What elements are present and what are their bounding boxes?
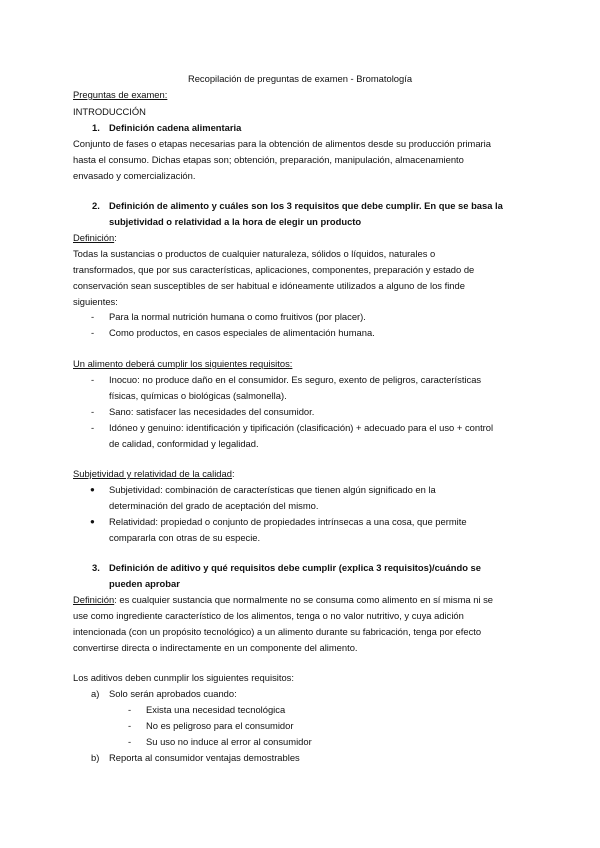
q1-body-line: Conjunto de fases o etapas necesarias para la obtención de alimentos desde su producción primaria (73, 138, 491, 149)
requirement-item: Sano: satisfacer las necesidades del consumidor. (109, 406, 315, 417)
dash-marker: - (128, 720, 132, 731)
requirement-item: Inocuo: no produce daño en el consumidor. Es seguro, exento de peligros, características (109, 374, 482, 385)
q3-def-line (73, 592, 493, 608)
sub-item: No es peligroso para el consumidor (146, 720, 294, 731)
q3-number: 3. (92, 562, 100, 573)
dash-marker: - (91, 422, 95, 433)
q2-def-line: transformados, que por sus características, aplicaciones, componentes, preparación y estado de (73, 264, 475, 275)
q2-def-line: siguientes: (73, 296, 118, 307)
q1-body-line: envasado y comercialización. (73, 170, 196, 181)
definition-word: Definición (73, 594, 115, 605)
q2-def-line: conservación sean susceptibles de ser habitual e idóneamente utilizados a alguno de los finde (73, 280, 465, 291)
subjectivity-item-cont: determinación del grado de aceptación del mismo. (109, 500, 319, 511)
subjectivity-words: Subjetividad y relatividad de la calidad (73, 468, 232, 479)
subjectivity-colon: : (231, 468, 235, 479)
sub-item: Su uso no induce al error al consumidor (146, 736, 312, 747)
q3-def-first-line: : es cualquier sustancia que normalmente no se consuma como alimento en sí misma ni se (114, 594, 494, 605)
definition-word: Definición (73, 232, 115, 243)
q3-def-line: intencionada (con un propósito tecnológico) a un alimento durante su fabricación, tenga por efecto (73, 626, 482, 637)
use-item: Como productos, en casos especiales de alimentación humana. (109, 327, 375, 338)
q3-title-line: pueden aprobar (109, 578, 180, 589)
list-letter-b: b) (91, 752, 100, 763)
dash-marker: - (128, 736, 132, 747)
section-heading: INTRODUCCIÓN (73, 106, 146, 117)
subjectivity-item-cont: compararla con otras de su especie. (109, 532, 261, 543)
subjectivity-label (73, 466, 235, 482)
list-letter-a: a) (91, 688, 100, 699)
q3-title-line: Definición de aditivo y qué requisitos debe cumplir (explica 3 requisitos)/cuándo se (109, 562, 481, 573)
list-item-a: Solo serán aprobados cuando: (109, 688, 237, 699)
q2-definition-label (73, 230, 117, 246)
q1-title: Definición cadena alimentaria (109, 122, 242, 133)
requirements-label: Un alimento deberá cumplir los siguientes requisitos: (73, 358, 293, 369)
q1-body-line: hasta el consumo. Dichas etapas son; obtención, preparación, manipulación, almacenamiento (73, 154, 464, 165)
q2-title-line: subjetividad o relatividad a la hora de elegir un producto (109, 216, 362, 227)
subjectivity-item: Relatividad: propiedad o conjunto de propiedades intrínsecas a una cosa, que permite (109, 516, 467, 527)
exam-heading: Preguntas de examen: (73, 89, 168, 100)
bullet-marker: ● (90, 517, 95, 526)
dash-marker: - (128, 704, 132, 715)
requirement-item-cont: de calidad, conformidad y legalidad. (109, 438, 259, 449)
dash-marker: - (91, 406, 95, 417)
list-item-b: Reporta al consumidor ventajas demostrables (109, 752, 300, 763)
requirement-item: Idóneo y genuino: identificación y tipificación (clasificación) + adecuado para el uso + control (109, 422, 494, 433)
bullet-marker: ● (90, 485, 95, 494)
q3-def-line: use como ingrediente característico de los alimentos, tenga o no valor nutritivo, y cuya adición (73, 610, 464, 621)
sub-item: Exista una necesidad tecnológica (146, 704, 286, 715)
q3-def-line: convertirse directa o indirectamente en un componente del alimento. (73, 642, 358, 653)
requirement-item-cont: físicas, químicas o biológicas (salmonella). (109, 390, 287, 401)
q2-title-line: Definición de alimento y cuáles son los 3 requisitos que debe cumplir. En que se basa la (109, 200, 503, 211)
dash-marker: - (91, 311, 95, 322)
dash-marker: - (91, 374, 95, 385)
additive-requirements-intro: Los aditivos deben cunmplir los siguientes requisitos: (73, 672, 294, 683)
definition-colon: : (114, 232, 117, 243)
q2-def-line: Todas la sustancias o productos de cualquier naturaleza, sólidos o líquidos, naturales o (73, 248, 436, 259)
dash-marker: - (91, 327, 95, 338)
subjectivity-item: Subjetividad: combinación de características que tienen algún significado en la (109, 484, 436, 495)
q1-number: 1. (92, 122, 100, 133)
use-item: Para la normal nutrición humana o como fruitivos (por placer). (109, 311, 366, 322)
document-title: Recopilación de preguntas de examen - Bromatología (187, 73, 413, 84)
q2-number: 2. (92, 200, 100, 211)
